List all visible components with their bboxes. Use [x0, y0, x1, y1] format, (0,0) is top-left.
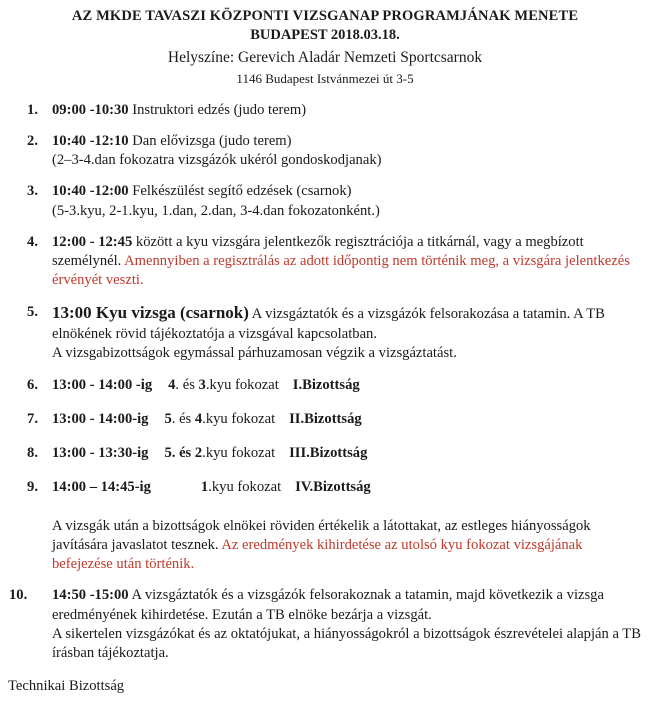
item-subline: A sikertelen vizsgázókat és az oktatójukat, a hiányosságokról a bizottságok észrevételei alapján a TB írásban tájékoztatja. [52, 625, 641, 661]
item-time: 10:40 -12:10 [52, 133, 129, 150]
item-time: 10:40 -12:00 [52, 183, 129, 200]
evaluation-paragraph [52, 517, 642, 574]
committee-label: IV.Bizottság [295, 478, 371, 495]
grade-label: .kyu fokozat [205, 376, 279, 393]
grade-second: 3 [198, 376, 206, 393]
item-time: 14:50 -15:00 [52, 587, 129, 604]
document-header [0, 0, 650, 88]
venue-name: Helyszíne: Gerevich Aladár Nemzeti Sportcsarnok [167, 49, 483, 67]
grade-conjunction: . és [171, 410, 195, 427]
item-number: 1. [27, 102, 38, 119]
item-time: 13:00 - 13:30-ig [52, 444, 149, 461]
item-text: A vizsgáztatók és a vizsgázók felsorakozása a tatamin. A TB elnökének rövid tájékoztatója a vizsgával kapcsolatban. [52, 306, 605, 342]
item-line [52, 182, 642, 201]
page-title: AZ MKDE TAVASZI KÖZPONTI VIZSGANAP PROGRAMJÁNAK MENETE [71, 8, 579, 24]
grade-first: 5 [164, 444, 172, 461]
list-item [0, 478, 650, 497]
grade-label: .kyu fokozat [202, 444, 276, 461]
item-time: 13:00 - 14:00-ig [52, 410, 149, 427]
grade-label: .kyu fokozat [208, 478, 282, 495]
committee-label: I.Bizottság [292, 376, 360, 393]
item-number: 2. [27, 133, 38, 150]
item-number: 7. [27, 410, 38, 427]
item-time: 12:00 - 12:45 [52, 233, 133, 250]
item-number: 6. [27, 376, 38, 393]
item-time: 09:00 -10:30 [52, 102, 129, 119]
list-item [0, 444, 650, 463]
item-number: 9. [27, 478, 38, 495]
list-item [0, 182, 650, 220]
list-item [0, 233, 650, 290]
page-subtitle: BUDAPEST 2018.03.18. [250, 27, 400, 44]
grade-label: .kyu fokozat [202, 410, 276, 427]
list-item [0, 376, 650, 395]
grade-second: 2 [194, 444, 203, 461]
grade-conjunction: . és [175, 376, 199, 393]
list-item [0, 303, 650, 364]
list-item [0, 132, 650, 170]
signature-line: Technikai Bizottság [8, 677, 125, 694]
item-text: Instruktori edzés (judo terem) [128, 102, 307, 119]
grade-first: 4 [168, 376, 176, 393]
item-number: 10. [9, 587, 28, 604]
item-warning-text: Amennyiben a regisztrálás az adott időpontig nem történik meg, a vizsgára jelentkezés érvényét veszti. [52, 252, 630, 288]
list-item [0, 586, 650, 662]
committee-label: III.Bizottság [289, 444, 368, 461]
item-number: 3. [27, 183, 38, 200]
item-number: 4. [27, 233, 38, 250]
item-subline: A vizsgabizottságok egymással párhuzamosan végzik a vizsgáztatást. [52, 345, 457, 362]
item-time: 14:00 – 14:45-ig [52, 478, 151, 495]
grade-second: 4 [194, 410, 203, 427]
paragraph-red-text: Az eredmények kihirdetése az utolsó kyu fokozat vizsgájának befejezése után történik. [52, 537, 583, 573]
item-text: A vizsgáztatók és a vizsgázók felsorakoznak a tatamin, majd következik a vizsga eredményének kihirdetése. Ezután a TB elnöke bezárja a vizsgát. [52, 587, 604, 623]
item-line [52, 101, 642, 120]
venue-address: 1146 Budapest Istvánmezei út 3-5 [236, 70, 414, 86]
item-subline: (5-3.kyu, 2-1.kyu, 1.dan, 2.dan, 3-4.dan fokozatonként.) [52, 202, 380, 219]
program-list [0, 101, 650, 497]
grade-conjunction: . és [171, 444, 195, 461]
item-time: 13:00 - 14:00 -ig [52, 376, 153, 393]
item-heading: 13:00 Kyu vizsga (csarnok) [52, 303, 249, 322]
item-subline: (2–3-4.dan fokozatra vizsgázók ukéról gondoskodjanak) [52, 152, 382, 169]
item-line [52, 132, 642, 151]
list-item [0, 101, 650, 120]
list-item [0, 410, 650, 429]
item-number: 8. [27, 444, 38, 461]
item-text: Dan elővizsga (judo terem) [128, 133, 292, 150]
paragraph-black-text: A vizsgák után a bizottságok elnökei röviden értékelik a látottakat, az estleges hiányosságok javítására javaslatot tesznek. [52, 518, 591, 554]
committee-label: II.Bizottság [289, 410, 362, 427]
item-text: Felkészülést segítő edzések (csarnok) [128, 183, 352, 200]
item-text: között a kyu vizsgára jelentkezők regisztrációja a titkárnál, vagy a megbízott személynél. [52, 233, 584, 269]
grade-first: 1 [200, 478, 209, 495]
grade-first: 5 [164, 410, 172, 427]
item-number: 5. [27, 304, 38, 320]
